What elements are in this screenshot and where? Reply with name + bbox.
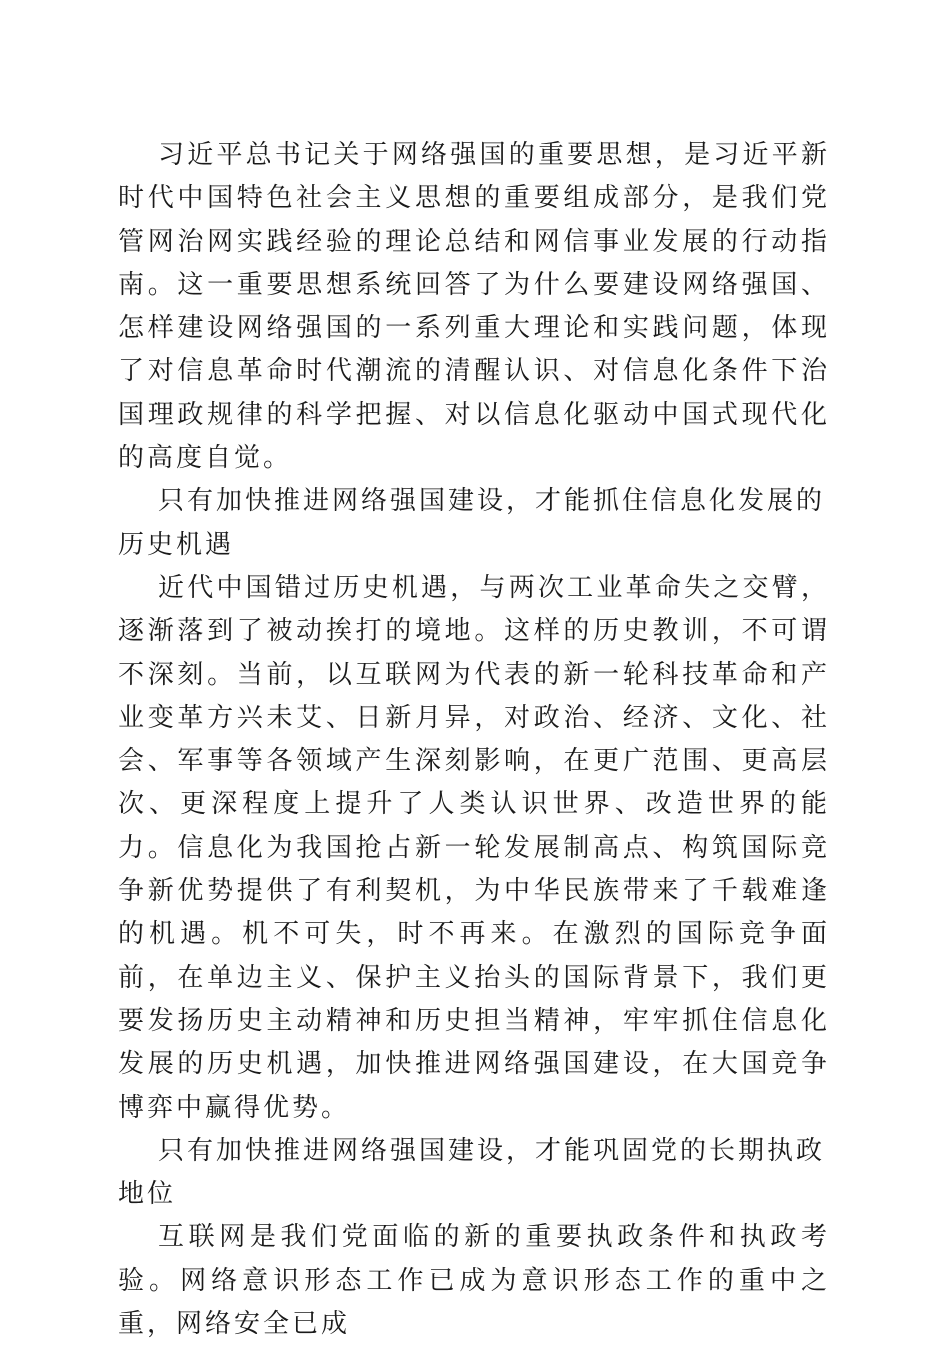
paragraph-intro: 习近平总书记关于网络强国的重要思想，是习近平新时代中国特色社会主义思想的重要组成部分，是我们党管网治网实践经验的理论总结和网信事业发展的行动指南。这一重要思想系统回答了为什么要建设网络强国、怎样建设网络强国的一系列重大理论和实践问题，体现了对信息革命时代潮流的清醒认识、对信息化条件下治国理政规律的科学把握、对以信息化驱动中国式现代化的高度自觉。 — [118, 140, 830, 474]
paragraph-historic-opportunity: 近代中国错过历史机遇，与两次工业革命失之交臂，逐渐落到了被动挨打的境地。这样的历史教训，不可谓不深刻。当前，以互联网为代表的新一轮科技革命和产业变革方兴未艾、日新月异，对政治、经济、文化、社会、军事等各领域产生深刻影响，在更广范围、更高层次、更深程度上提升了人类认识世界、改造世界的能力。信息化为我国抢占新一轮发展制高点、构筑国际竞争新优势提供了有利契机，为中华民族带来了千载难逢的机遇。机不可失，时不再来。在激烈的国际竞争面前，在单边主义、保护主义抬头的国际背景下，我们更要发扬历史主动精神和历史担当精神，牢牢抓住信息化发展的历史机遇，加快推进网络强国建设，在大国竞争博弈中赢得优势。 — [118, 572, 830, 1123]
document-body — [118, 134, 830, 1346]
section-heading-ruling-position: 只有加快推进网络强国建设，才能巩固党的长期执政地位 — [118, 1135, 826, 1210]
paragraph-ruling-position: 互联网是我们党面临的新的重要执政条件和执政考验。网络意识形态工作已成为意识形态工作的重中之重，网络安全已成 — [118, 1222, 830, 1340]
section-heading-historic-opportunity: 只有加快推进网络强国建设，才能抓住信息化发展的历史机遇 — [118, 486, 826, 560]
